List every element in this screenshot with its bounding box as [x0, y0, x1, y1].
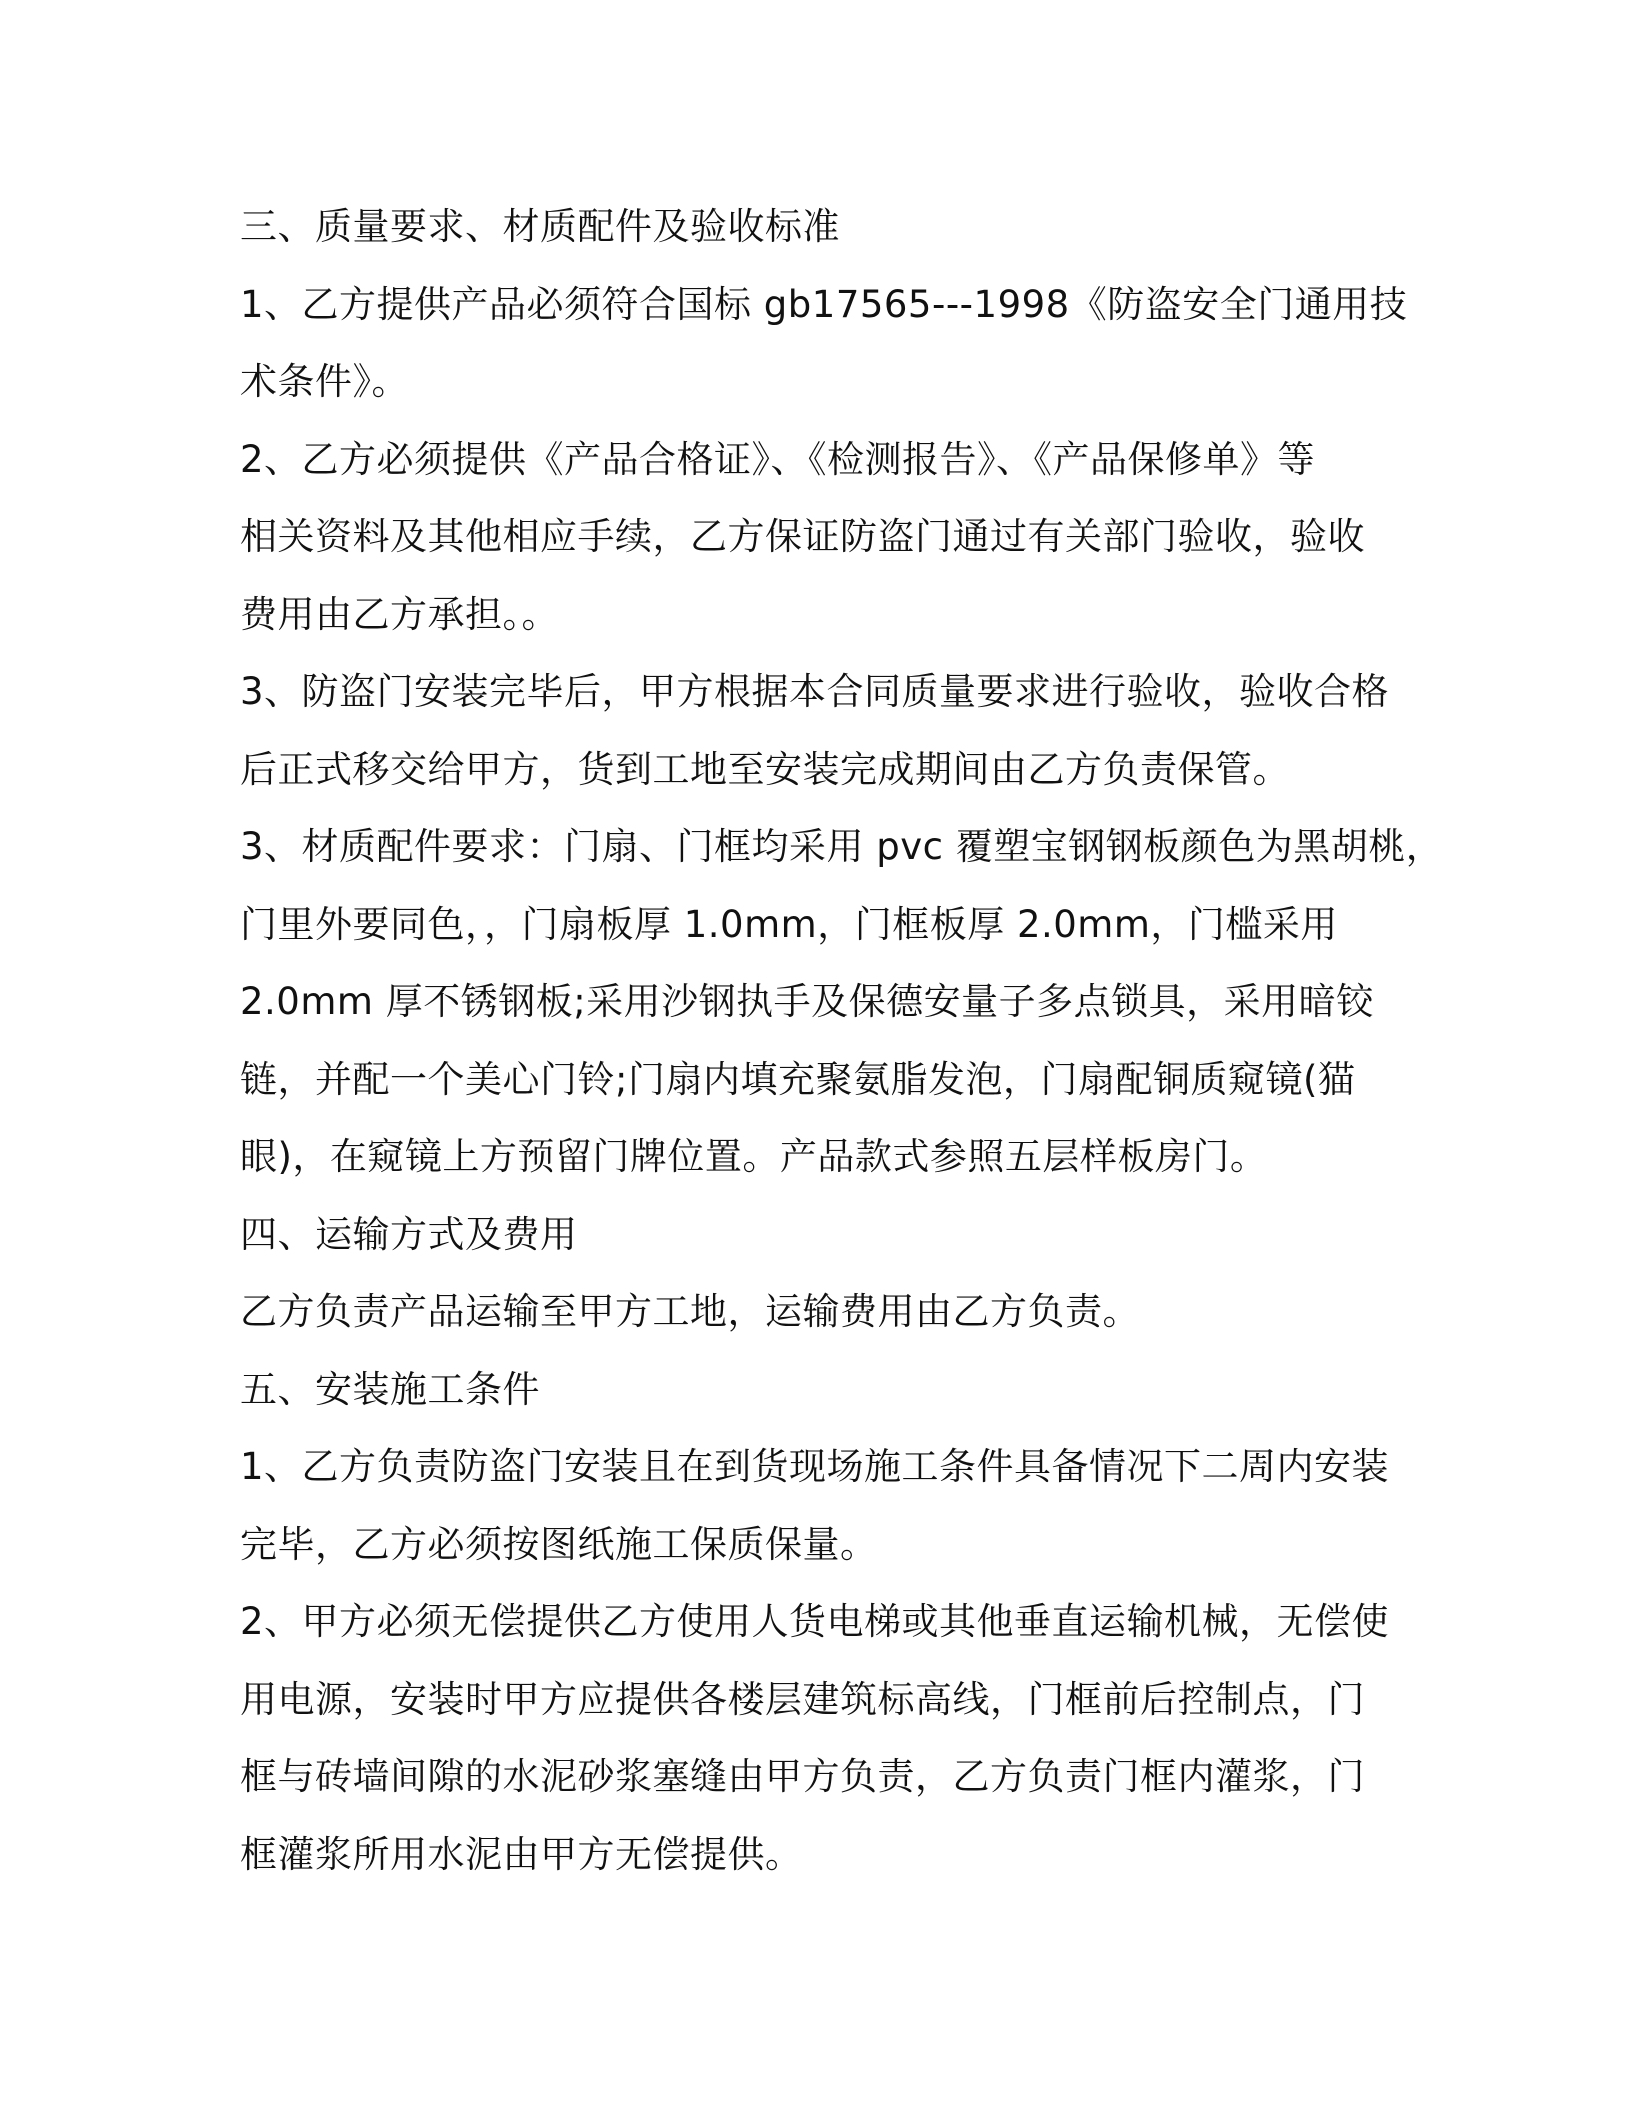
text-line: 2.0mm 厚不锈钢板;采用沙钢执手及保德安量子多点锁具，采用暗铰: [240, 980, 1374, 1023]
text-line: 框灌浆所用水泥由甲方无偿提供。: [240, 1832, 803, 1876]
text-line: 2、乙方必须提供《产品合格证》、《检测报告》、《产品保修单》等: [240, 437, 1316, 481]
text-line: 后正式移交给甲方，货到工地至安装完成期间由乙方负责保管。: [240, 747, 1290, 791]
text-line: 1、乙方提供产品必须符合国标 gb17565---1998《防盗安全门通用技: [240, 282, 1408, 326]
text-line: 3、防盗门安装完毕后，甲方根据本合同质量要求进行验收，验收合格: [240, 670, 1390, 713]
text-line: 1、乙方负责防盗门安装且在到货现场施工条件具备情况下二周内安装: [240, 1445, 1390, 1488]
text-line: 框与砖墙间隙的水泥砂浆塞缝由甲方负责，乙方负责门框内灌浆，门: [240, 1755, 1365, 1798]
text-line: 用电源，安装时甲方应提供各楼层建筑标高线，门框前后控制点，门: [240, 1677, 1365, 1721]
text-line: 术条件》。: [240, 360, 409, 403]
text-line: 3、材质配件要求：门扇、门框均采用 pvc 覆塑宝钢钢板颜色为黑胡桃，: [240, 825, 1444, 868]
section-heading-quality: 三、质量要求、材质配件及验收标准: [240, 205, 840, 248]
text-line: 门里外要同色，，门扇板厚 1.0mm，门框板厚 2.0mm，门槛采用: [240, 902, 1338, 946]
text-line: 费用由乙方承担。。: [240, 592, 559, 636]
text-line: 链，并配一个美心门铃;门扇内填充聚氨脂发泡，门扇配铜质窥镜(猫: [240, 1057, 1356, 1101]
document-body: [240, 188, 1450, 1893]
text-line: 相关资料及其他相应手续，乙方保证防盗门通过有关部门验收，验收: [240, 515, 1365, 558]
section-heading-transport: 四、运输方式及费用: [240, 1212, 578, 1256]
text-line: 2、甲方必须无偿提供乙方使用人货电梯或其他垂直运输机械，无偿使: [240, 1600, 1390, 1643]
section-heading-installation: 五、安装施工条件: [240, 1367, 540, 1411]
text-line: 完毕，乙方必须按图纸施工保质保量。: [240, 1522, 878, 1566]
text-line: 乙方负责产品运输至甲方工地，运输费用由乙方负责。: [240, 1290, 1140, 1333]
text-line: 眼)，在窥镜上方预留门牌位置。产品款式参照五层样板房门。: [240, 1135, 1268, 1178]
